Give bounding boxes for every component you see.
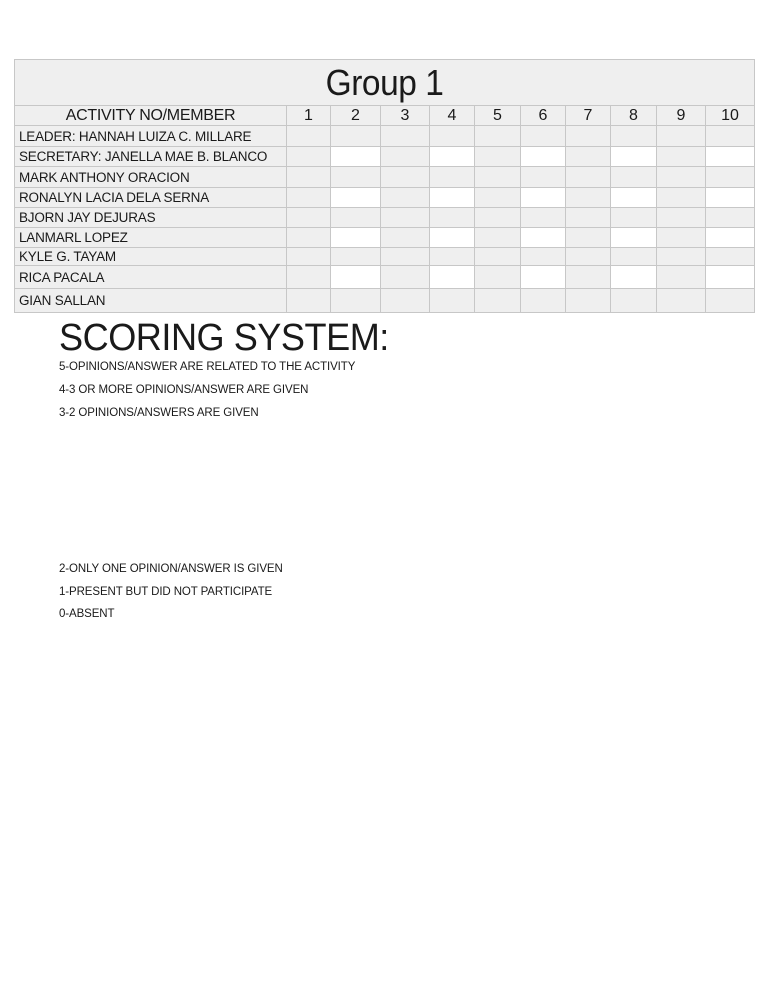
score-cell[interactable] <box>430 228 475 248</box>
score-cell[interactable] <box>331 126 381 147</box>
scoring-rule: 5-OPINIONS/ANSWER ARE RELATED TO THE ACTIVITY <box>59 361 356 373</box>
score-cell[interactable] <box>287 188 331 208</box>
score-cell[interactable] <box>287 167 331 188</box>
score-cell[interactable] <box>657 266 706 289</box>
score-cell[interactable] <box>706 248 755 266</box>
member-row <box>15 228 755 248</box>
member-row <box>15 289 755 313</box>
score-cell[interactable] <box>331 248 381 266</box>
member-name: SECRETARY: JANELLA MAE B. BLANCO <box>15 147 287 167</box>
score-cell[interactable] <box>475 248 521 266</box>
member-row <box>15 208 755 228</box>
column-header: 10 <box>706 106 755 126</box>
score-cell[interactable] <box>657 248 706 266</box>
member-row <box>15 188 755 208</box>
score-cell[interactable] <box>706 228 755 248</box>
scoring-section <box>59 318 406 358</box>
scoring-rule: 1-PRESENT BUT DID NOT PARTICIPATE <box>59 586 273 598</box>
member-name: KYLE G. TAYAM <box>15 248 287 266</box>
score-cell[interactable] <box>381 167 430 188</box>
score-cell[interactable] <box>381 289 430 313</box>
score-cell[interactable] <box>331 289 381 313</box>
score-cell[interactable] <box>657 208 706 228</box>
score-cell[interactable] <box>430 188 475 208</box>
score-cell[interactable] <box>475 126 521 147</box>
score-cell[interactable] <box>287 126 331 147</box>
member-name: LEADER: HANNAH LUIZA C. MILLARE <box>15 126 287 147</box>
score-sheet <box>14 59 754 313</box>
score-cell[interactable] <box>657 228 706 248</box>
score-table <box>14 59 755 313</box>
score-cell[interactable] <box>566 126 611 147</box>
score-cell[interactable] <box>566 188 611 208</box>
score-cell[interactable] <box>381 147 430 167</box>
score-cell[interactable] <box>706 208 755 228</box>
score-cell[interactable] <box>381 248 430 266</box>
score-cell[interactable] <box>657 167 706 188</box>
member-row <box>15 266 755 289</box>
scoring-rule: 0-ABSENT <box>59 608 115 620</box>
score-cell[interactable] <box>287 248 331 266</box>
score-cell[interactable] <box>475 147 521 167</box>
score-cell[interactable] <box>475 188 521 208</box>
score-cell[interactable] <box>381 228 430 248</box>
score-cell[interactable] <box>331 167 381 188</box>
member-name: GIAN SALLAN <box>15 289 287 313</box>
score-cell[interactable] <box>611 126 657 147</box>
column-header: 9 <box>657 106 706 126</box>
score-cell[interactable] <box>521 188 566 208</box>
score-cell[interactable] <box>287 147 331 167</box>
score-cell[interactable] <box>706 188 755 208</box>
score-cell[interactable] <box>706 147 755 167</box>
score-cell[interactable] <box>611 167 657 188</box>
score-cell[interactable] <box>566 228 611 248</box>
score-cell[interactable] <box>331 208 381 228</box>
score-cell[interactable] <box>475 228 521 248</box>
score-cell[interactable] <box>287 266 331 289</box>
score-cell[interactable] <box>706 289 755 313</box>
score-cell[interactable] <box>657 147 706 167</box>
score-cell[interactable] <box>475 208 521 228</box>
title-row <box>15 60 755 106</box>
score-cell[interactable] <box>381 188 430 208</box>
column-header: 4 <box>430 106 475 126</box>
column-header: 8 <box>611 106 657 126</box>
score-cell[interactable] <box>706 126 755 147</box>
score-cell[interactable] <box>521 228 566 248</box>
column-header: 3 <box>381 106 430 126</box>
score-cell[interactable] <box>475 289 521 313</box>
score-cell[interactable] <box>430 147 475 167</box>
score-cell[interactable] <box>331 266 381 289</box>
score-cell[interactable] <box>430 167 475 188</box>
score-cell[interactable] <box>430 126 475 147</box>
score-cell[interactable] <box>430 289 475 313</box>
score-cell[interactable] <box>521 248 566 266</box>
score-cell[interactable] <box>521 147 566 167</box>
score-cell[interactable] <box>521 167 566 188</box>
column-header: 1 <box>287 106 331 126</box>
score-cell[interactable] <box>657 188 706 208</box>
score-cell[interactable] <box>331 188 381 208</box>
score-cell[interactable] <box>430 208 475 228</box>
member-row <box>15 147 755 167</box>
score-cell[interactable] <box>566 147 611 167</box>
score-cell[interactable] <box>287 208 331 228</box>
score-cell[interactable] <box>475 167 521 188</box>
score-cell[interactable] <box>657 126 706 147</box>
score-cell[interactable] <box>611 228 657 248</box>
score-cell[interactable] <box>287 289 331 313</box>
score-cell[interactable] <box>566 289 611 313</box>
member-row <box>15 126 755 147</box>
member-row <box>15 248 755 266</box>
scoring-rule: 4-3 OR MORE OPINIONS/ANSWER ARE GIVEN <box>59 384 309 396</box>
score-cell[interactable] <box>287 228 331 248</box>
group-title: Group 1 <box>41 60 728 105</box>
score-cell[interactable] <box>381 126 430 147</box>
score-cell[interactable] <box>611 188 657 208</box>
member-name: BJORN JAY DEJURAS <box>15 208 287 228</box>
score-cell[interactable] <box>381 266 430 289</box>
member-name: MARK ANTHONY ORACION <box>15 167 287 188</box>
member-name: LANMARL LOPEZ <box>15 228 287 248</box>
score-cell[interactable] <box>566 208 611 228</box>
column-header: 2 <box>331 106 381 126</box>
member-name: RONALYN LACIA DELA SERNA <box>15 188 287 208</box>
score-cell[interactable] <box>657 289 706 313</box>
score-cell[interactable] <box>430 248 475 266</box>
score-cell[interactable] <box>566 266 611 289</box>
score-cell[interactable] <box>566 167 611 188</box>
scoring-rule: 2-ONLY ONE OPINION/ANSWER IS GIVEN <box>59 563 283 575</box>
score-cell[interactable] <box>611 147 657 167</box>
score-cell[interactable] <box>381 208 430 228</box>
score-cell[interactable] <box>430 266 475 289</box>
score-cell[interactable] <box>611 248 657 266</box>
score-cell[interactable] <box>521 266 566 289</box>
member-row <box>15 167 755 188</box>
score-cell[interactable] <box>611 289 657 313</box>
score-cell[interactable] <box>611 208 657 228</box>
column-header: 6 <box>521 106 566 126</box>
header-label: ACTIVITY NO/MEMBER <box>15 106 287 126</box>
score-cell[interactable] <box>475 266 521 289</box>
score-cell[interactable] <box>611 266 657 289</box>
score-cell[interactable] <box>521 289 566 313</box>
score-cell[interactable] <box>331 228 381 248</box>
score-cell[interactable] <box>521 126 566 147</box>
header-row <box>15 106 755 126</box>
column-header: 7 <box>566 106 611 126</box>
score-cell[interactable] <box>706 266 755 289</box>
title-cell <box>15 60 755 106</box>
score-cell[interactable] <box>331 147 381 167</box>
score-cell[interactable] <box>521 208 566 228</box>
column-header: 5 <box>475 106 521 126</box>
score-cell[interactable] <box>706 167 755 188</box>
scoring-title: SCORING SYSTEM: <box>59 317 389 359</box>
score-cell[interactable] <box>566 248 611 266</box>
scoring-rule: 3-2 OPINIONS/ANSWERS ARE GIVEN <box>59 407 259 419</box>
member-name: RICA PACALA <box>15 266 287 289</box>
